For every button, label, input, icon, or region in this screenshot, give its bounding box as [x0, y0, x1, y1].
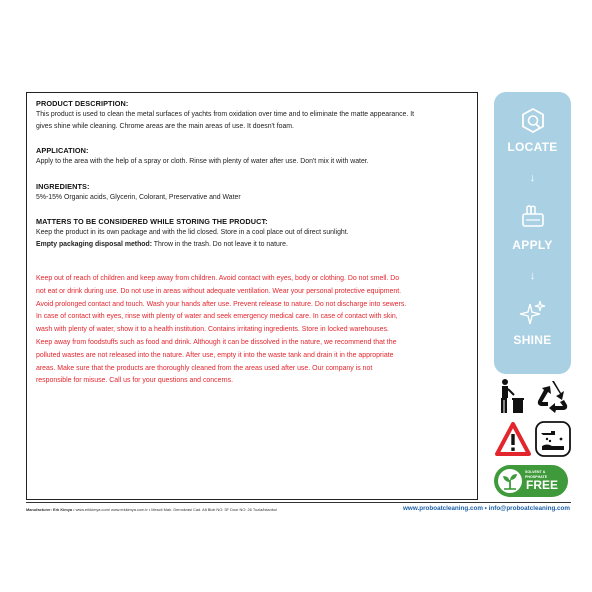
website-link[interactable]: www.proboatcleaning.com: [403, 505, 483, 512]
warning-line: areas. Make sure that the products are thoroughly cleaned from the areas used after use. Our company is not: [36, 364, 373, 372]
warning-line: responsible for misuse. Call us for your questions and concerns.: [36, 377, 234, 385]
product-description-line: gives shine while cleaning. Chrome areas are the main areas of use. It doesn't foam.: [36, 122, 294, 130]
ingredients-text: 5%-15% Organic acids, Glycerin, Colorant, Preservative and Water: [36, 193, 241, 201]
product-description-line: This product is used to clean the metal surfaces of yachts from oxidation over time and to eliminate the matte appearance. It: [36, 111, 415, 118]
application-title: APPLICATION:: [36, 146, 89, 155]
badge-line: SOLVENT &: [525, 470, 546, 474]
disposal-text: [36, 239, 468, 251]
dispose-in-bin-icon: [497, 378, 527, 416]
ingredients-title: INGREDIENTS:: [36, 181, 90, 191]
manufacturer-address: • www.erkkimya.com/ www.erkkimya.com.tr • Mescit Mah. Demokrasi Cad. Alt Blok NO: 3F Door NO: 26 Tuzla/Istanbul: [72, 507, 277, 512]
storage-text: Keep the product in its own package and with the lid closed. Store in a cool place out of direct sunlight.: [36, 229, 349, 236]
arrow-down-icon: ↓: [529, 172, 536, 184]
badge-line: PHOSPHATE: [525, 474, 548, 479]
bolt-search-icon: [518, 106, 548, 136]
product-description-title: PRODUCT DESCRIPTION:: [36, 99, 129, 108]
storage-title: MATTERS TO BE CONSIDERED WHILE STORING THE PRODUCT:: [36, 217, 268, 226]
recycle-icon: [534, 378, 570, 414]
arrow-down-icon: ↓: [529, 270, 536, 282]
solvent-phosphate-free-badge: [494, 465, 568, 497]
warning-triangle-icon: [494, 421, 532, 457]
warning-line: Keep out of reach of children and keep away from children. Avoid contact with eyes, body or clothing. Do not smell. Do: [36, 275, 400, 282]
step-shine: SHINE: [513, 333, 552, 347]
hand-cloth-icon: [518, 202, 548, 232]
warning-line: Keep away from foodstuffs such as food and drink. Although it can be dissolved in the nature, we recommend that the: [36, 338, 397, 346]
usage-steps-panel: [494, 92, 571, 374]
step-locate: LOCATE: [507, 140, 558, 154]
footer-contact: [403, 505, 570, 512]
application-text: Apply to the area with the help of a spray or cloth. Rinse with plenty of water after use. Don't mix it with water.: [36, 158, 369, 165]
footer-divider: [26, 502, 571, 503]
warning-line: not eat or drink during use. Do not use in areas without adequate ventilation. Wear your personal protective equipment.: [36, 287, 402, 295]
warning-line: Avoid prolonged contact and touch. Wash your hands after use. Prevent release to nature. Do not discharge into sewers.: [36, 300, 407, 308]
disposal-method: Throw in the trash. Do not leave it to nature.: [152, 240, 288, 248]
email-link[interactable]: info@proboatcleaning.com: [488, 505, 570, 512]
corrosive-hazard-icon: [535, 421, 571, 457]
disposal-label: Empty packaging disposal method:: [36, 240, 153, 248]
leaf-icon: [497, 468, 523, 494]
manufacturer: Manufacturer: Erk Kimya: [26, 507, 73, 512]
step-apply: APPLY: [512, 238, 553, 252]
warning-line: wash with plenty of water, show it to a health institution. Contains irritating ingredients. Store in locked warehouses.: [36, 326, 389, 334]
label-text-box: [26, 92, 478, 500]
footer-manufacturer-info: [26, 507, 277, 512]
footer-separator: •: [482, 505, 489, 512]
warning-line: polluted wastes are not released into the nature. After use, empty it into the waste tank and drain it in the appropriate: [36, 351, 394, 359]
sparkle-icon: [518, 298, 548, 328]
warning-block: [36, 273, 468, 388]
warning-line: In case of contact with eyes, rinse with plenty of water and seek emergency medical care. In case of contact with skin,: [36, 313, 398, 321]
badge-free: FREE: [526, 478, 559, 492]
